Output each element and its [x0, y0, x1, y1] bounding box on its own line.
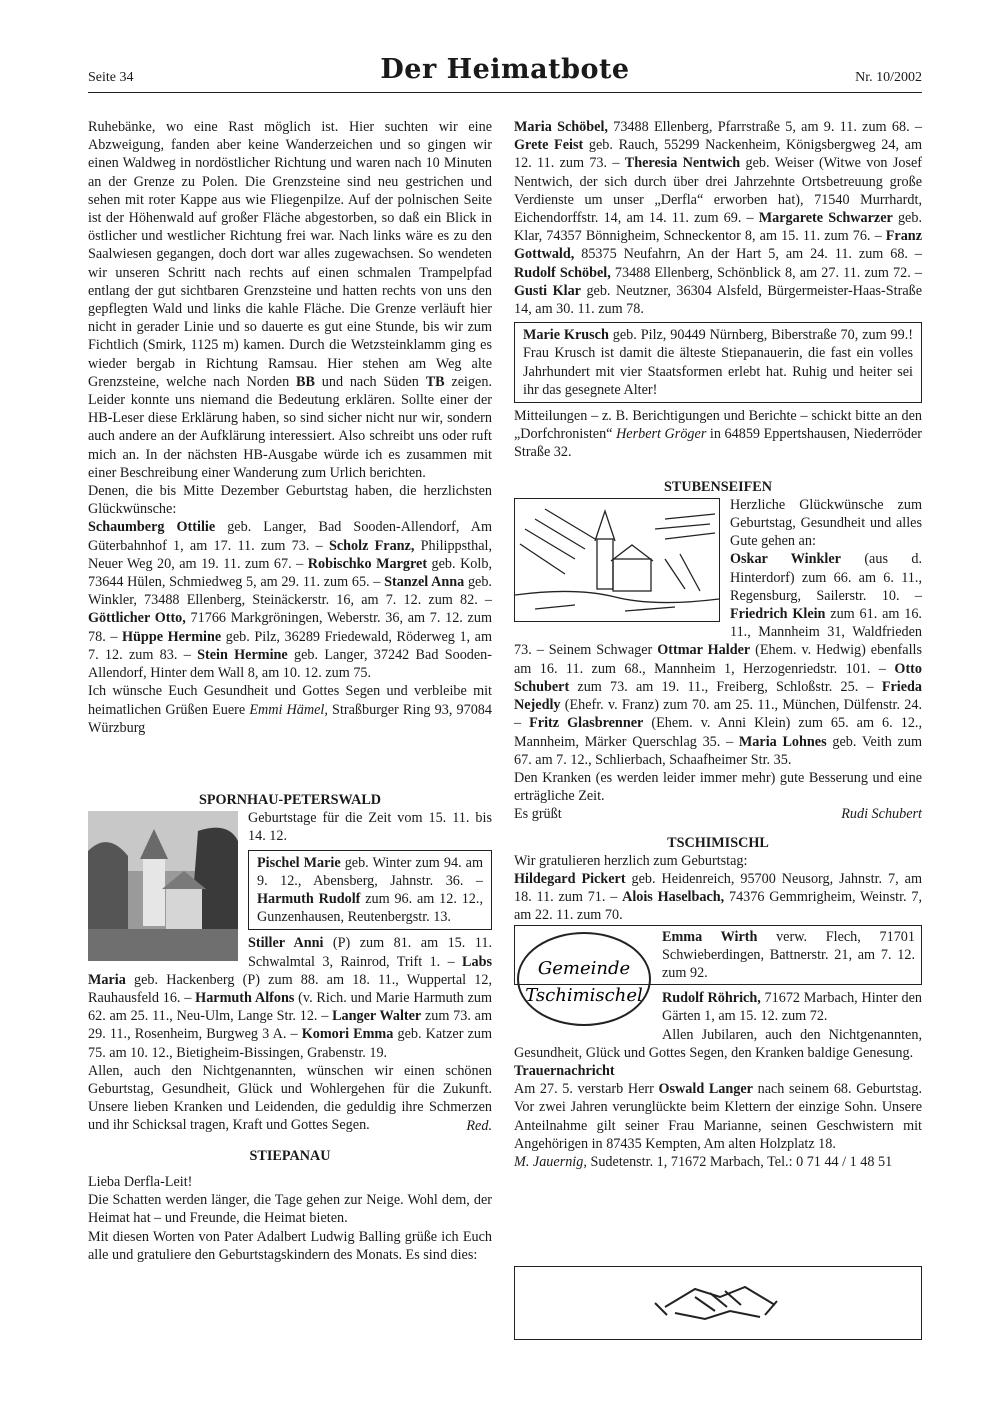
page-number: Seite 34 — [88, 70, 134, 85]
spornhau-signature: Red. — [466, 1117, 492, 1134]
section-title-stiepanau: STIEPANAU — [249, 1147, 331, 1164]
mourning-text: Am 27. 5. verstarb Herr Oswald Langer nach seinem 68. Geburtstag. Vor zwei Jahren verunglückte beim Klettern der einzige Sohn. Unsere Anteilnahme gilt seiner Frau Marianne, seinen Geschwistern mit Angehörigen in 87435 Kempten, Am alten Holzplatz 18. — [514, 1081, 922, 1152]
masthead-logo: Der Heimatbote — [380, 54, 630, 85]
stiepanau-text-2: Mit diesen Worten von Pater Adalbert Ludwig Balling grüße ich Euch alle und gratuliere den Geburtstagskindern des Monats. Es sind dies: — [88, 1228, 492, 1263]
section-title-tschimischl: TSCHIMISCHL — [667, 834, 769, 851]
handshake-icon — [515, 1267, 921, 1339]
chronicler-notice: Mitteilungen – z. B. Berichtigungen und Berichte – schickt bitte an den „Dorfchronisten“ Herbert Gröger in 64859 Eppertshausen, Niederröder Straße 32. — [514, 408, 922, 461]
seal-line-2: Tschimischel — [525, 984, 643, 1006]
spornhau-highlight-box: Pischel Marie geb. Winter zum 94. am 9. 12., Abensberg, Jahnstr. 36. – Harmuth Rudolf zum 96. am 12. 12., Gunzenhausen, Reutenbergstr. 13. — [248, 850, 492, 931]
closing-greeting: Ich wünsche Euch Gesundheit und Gottes Segen und verbleibe mit heimatlichen Grüßen Euere Emmi Hämel, Straßburger Ring 93, 97084 Würzburg — [88, 683, 492, 736]
spornhau-closing: Allen, auch den Nichtgenannten, wünschen wir einen schönen Geburtstag, Gesundheit, Glück und Wohlergehen für die Zukunft. Unsere lieben Kranken und Leidenden, die geduldig ihre Schmerzen und ihr Schicksal tragen, Kraft und Gottes Segen. — [88, 1062, 492, 1134]
church-sketch-icon — [515, 499, 719, 621]
stubenseifen-signature: Rudi Schubert — [841, 806, 922, 823]
community-seal — [514, 929, 654, 1029]
issue-number: Nr. 10/2002 — [855, 70, 922, 85]
section-title-spornhau: SPORNHAU-PETERSWALD — [198, 791, 382, 808]
rohrich-entry: Rudolf Röhrich, 71672 Marbach, Hinter den Gärten 1, am 15. 12. zum 72. — [662, 990, 922, 1025]
spornhau-intro: Geburtstage für die Zeit vom 15. 11. bis 14. 12. — [248, 810, 492, 845]
hike-report: Ruhebänke, wo eine Rast möglich ist. Hier suchten wir eine Abzweigung, fanden aber keine Wanderzeichen und so gingen wir einen Waldweg in nordöstlicher Richtung und waren nach 10 Minuten an der Grenze zu Polen. Die Grenzsteine sind neu gestrichen und sehen mit roter Kappe aus wie Fliegenpilze. Auf der polnischen Seite ist der Höhenwald auf großer Fläche abgestorben, so daß ein Blick in östlicher und westlicher Richtung frei war. Nach links wäre es zu den Saalwiesen gegangen, doch dort war alles zugewachsen. So wendeten wir unseren Schritt nach rechts auf einen schmalen Trampelpfad entlang der gut sichtbaren Grenzsteine und hatten rechts von uns den gepflegten Wald und links die kahle Fläche. Die Grenze verläuft hier nicht in gerader Linie und so dauerte es gut eine Stunde, bis wir zum Fichtlich (Smirk, 1125 m) kamen. Durch die Wetzsteinklamm ging es wieder bergab in Richtung Ramsau. Hier stehen am Weg alte Grenzsteine, welche nach Norden BB und nach Süden TB zeigen. Leider konnte uns niemand die Bedeutung erklären. Sollte einer der HB-Leser diese Erklärung haben, so sind sicher nicht nur wir, sondern auch andere an der Aufklärung interessiert. Also schreibt uns oder ruft mich an. In der nächsten HB-Ausgabe würde ich es zusammen mit einer Beschreibung einer Wanderung zum Urlich berichten. — [88, 119, 492, 481]
stubenseifen-list: Oskar Winkler (aus d. Hinterdorf) zum 66. am 6. 11., Regensburg, Sailerstr. 10. – Friedrich Klein zum 61. am 16. 11., Mannheim 31, Waldfrieden 73. – Seinem Schwager Ottmar Halder (Ehem. v. Hedwig) ebenfalls am 16. 11. zum 68., Mannheim 1, Herzogenriedstr. 101. – Otto Schubert zum 73. am 19. 11., Freiberg, Schloßstr. 25. – Frieda Nejedly (Ehefr. v. Franz) zum 70. am 25. 11., München, Dülfenstr. 24. – Fritz Glasbrenner (Ehem. v. Anni Klein) zum 65. am 6. 12., Mannheim, Märker Querschlag 35. – Maria Lohnes geb. Veith zum 67. am 7. 12., Schlierbach, Schaafheimer Str. 35. — [514, 551, 923, 768]
wirth-highlight-box: Emma Wirth verw. Flech, 71701 Schwieberdingen, Battnerstr. 21, am 7. 12. zum 92. — [514, 925, 922, 986]
left-column — [88, 118, 492, 1264]
section-title-stubenseifen: STUBENSEIFEN — [663, 478, 773, 495]
greeting-intro: Denen, die bis Mitte Dezember Geburtstag haben, die herzlichsten Glückwünsche: — [88, 483, 492, 518]
birthday-list: Schaumberg Ottilie geb. Langer, Bad Sooden-Allendorf, Am Güterbahnhof 1, am 17. 11. zum 73. – Scholz Franz, Philippsthal, Neuer Weg 20, am 19. 11. zum 67. – Robischko Margret geb. Kolb, 73644 Hülen, Schmiedweg 5, am 29. 11. zum 65. – Stanzel Anna geb. Winkler, 73488 Ellenberg, Steinäckerstr. 16, am 7. 12. zum 82. – Göttlicher Otto, 71766 Markgröningen, Weberstr. 36, am 7. 12. zum 78. – Hüppe Hermine geb. Pilz, 36289 Friedewald, Röderweg 1, am 7. 12. zum 83. – Stein Hermine geb. Langer, 37242 Bad Sooden-Allendorf, Hinter dem Wall 8, am 10. 12. zum 75. — [88, 519, 492, 682]
stiepanau-birthday-list: Maria Schöbel, 73488 Ellenberg, Pfarrstraße 5, am 9. 11. zum 68. – Grete Feist geb. Rauch, 55299 Nackenheim, Königsbergweg 24, am 12. 11. zum 73. – Theresia Nentwich geb. Weiser (Witwe von Josef Nentwich, der sich durch über drei Jahrzehnte Ortsbetreuung große Verdienste um unser „Derfla“ erworben hat), 71540 Murrhardt, Eichendorffstr. 14, am 14. 11. zum 69. – Margarete Schwarzer geb. Klar, 74357 Bönnigheim, Schneckentor 8, am 15. 11. zum 76. – Franz Gottwald, 85375 Neufahrn, An der Hart 5, am 24. 11. zum 68. – Rudolf Schöbel, 73488 Ellenberg, Schönblick 8, am 27. 11. zum 72. – Gusti Klar geb. Neutzner, 36304 Alsfeld, Bürgermeister-Haas-Straße 14, am 30. 11. zum 78. — [514, 119, 923, 318]
tschimischl-signature: M. Jauernig, Sudetenstr. 1, 71672 Marbach, Tel.: 0 71 44 / 1 48 51 — [514, 1153, 893, 1170]
church-photo-icon — [88, 811, 238, 961]
stubenseifen-greeting: Es grüßt Rudi Schubert — [514, 806, 922, 823]
tschimischl-intro: Wir gratulieren herzlich zum Geburtstag: — [514, 852, 748, 869]
page-header — [88, 54, 922, 93]
church-photo — [88, 811, 238, 966]
handshake-box — [514, 1266, 922, 1340]
stiepanau-greeting: Lieba Derfla-Leit! — [88, 1173, 193, 1190]
village-sketch — [514, 498, 720, 622]
stubenseifen-closing: Den Kranken (es werden leider immer mehr) gute Besserung und eine erträgliche Zeit. — [514, 769, 922, 805]
krusch-highlight-box: Marie Krusch geb. Pilz, 90449 Nürnberg, Biberstraße 70, zum 99.! Frau Krusch ist damit die älteste Stiepanauerin, die fast ein volles Jahrhundert mit vier Staatsformen erlebt hat. Ruhig und heiter sei ihr das gesegnete Alter! — [514, 322, 922, 403]
stubenseifen-intro: Herzliche Glückwünsche zum Geburtstag, Gesundheit und alles Gute gehen an: — [730, 496, 922, 550]
spornhau-list: Stiller Anni (P) zum 81. am 15. 11. Schwalmtal 3, Rainrod, Trift 1. – Labs Maria geb. Hackenberg (P) zum 88. am 18. 11., Wuppertal 12, Rauhausfeld 16. – Harmuth Alfons (v. Rich. und Marie Harmuth zum 62. am 25. 11., Neu-Ulm, Lange Str. 12. – Langer Walter zum 73. am 29. 11., Rosenheim, Burgweg 3 A. – Komori Emma geb. Katzer zum 75. am 10. 12., Bietigheim-Bissingen, Grabenstr. 19. — [88, 935, 493, 1061]
seal-icon — [514, 929, 654, 1029]
tschimischl-list: Hildegard Pickert geb. Heidenreich, 95700 Neusorg, Jahnstr. 7, am 18. 11. zum 71. – Alois Haselbach, 74376 Gemmrigheim, Weinstr. 7, am 22. 11. zum 70. — [514, 870, 922, 924]
mourning-title: Trauernachricht — [514, 1062, 615, 1079]
tschimischl-closing: Allen Jubilaren, auch den Nichtgenannten, Gesundheit, Glück und Gottes Segen, den Kranken baldige Genesung. — [514, 1026, 922, 1061]
right-column — [514, 118, 922, 1171]
stiepanau-text-1: Die Schatten werden länger, die Tage gehen zur Neige. Wohl dem, der Heimat hat – und Freunde, die Heimat bieten. — [88, 1192, 492, 1227]
seal-line-1: Gemeinde — [537, 957, 631, 979]
